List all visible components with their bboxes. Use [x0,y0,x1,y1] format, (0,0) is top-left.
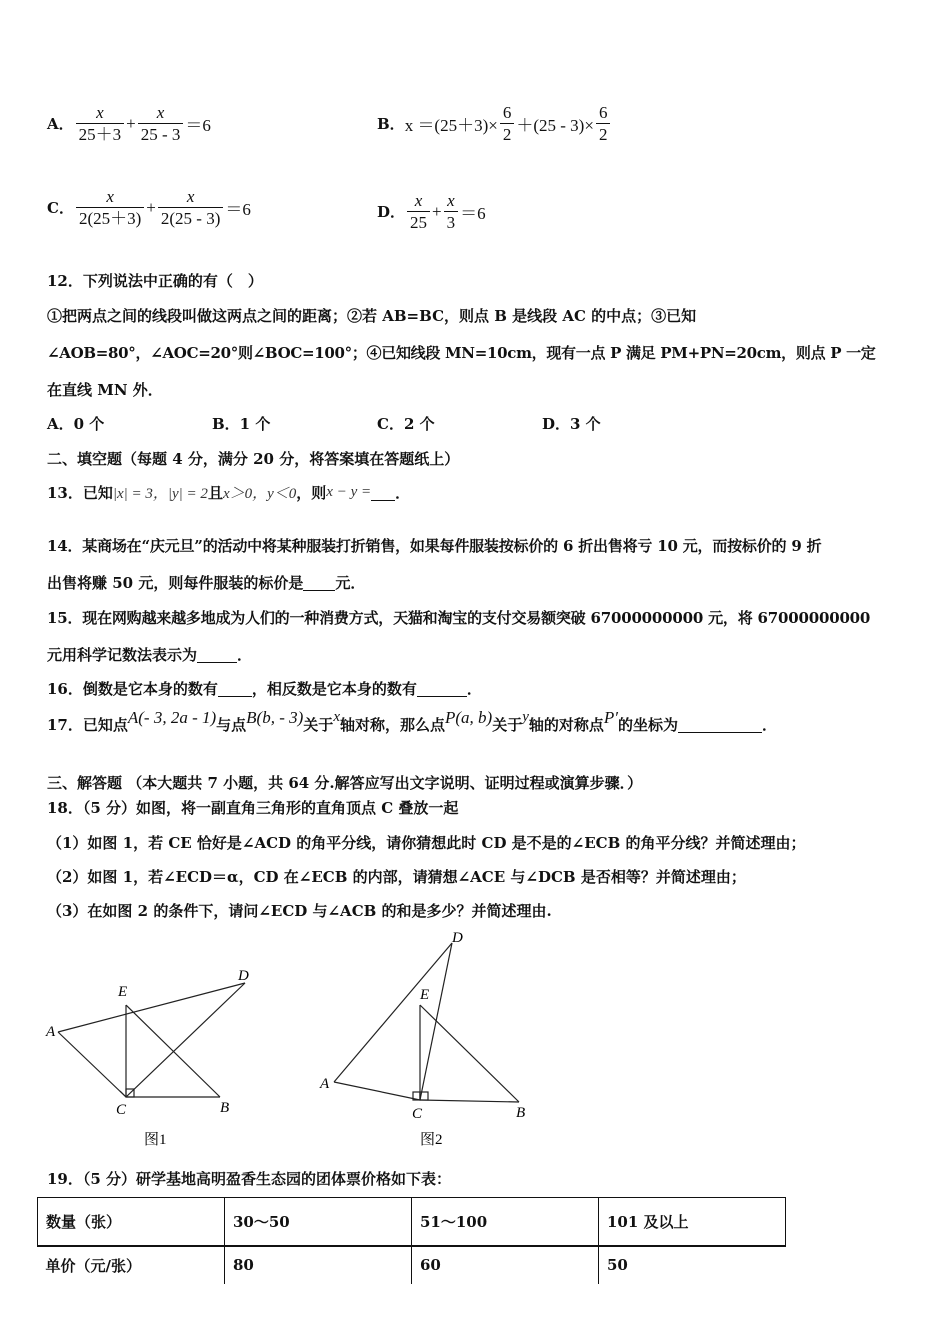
q17-about-y: 关于 [492,716,523,734]
figure-2-caption: 图2 [420,1132,443,1148]
fraction [138,102,184,145]
denominator: 25＋3 [78,125,122,144]
expression: x ＝(25＋3)× [404,116,498,135]
table-cell: 数量（张） [38,1198,225,1246]
q14-text: 出售将赚 50 元，则每件服装的标价是 [47,574,304,592]
q12-option-d[interactable]: D．3 个 [542,415,601,433]
q11-option-d[interactable] [377,190,486,233]
option-label: C． [47,199,74,217]
expression: ＋(25 - 3)× [516,116,594,135]
price-table [37,1197,786,1284]
q16-text-a: 16．倒数是它本身的数有 [47,680,218,698]
denominator: 2(25 - 3) [160,209,221,228]
answer-blank[interactable] [218,681,252,697]
denominator: 2 [502,125,512,144]
q17-tail: ． [762,716,778,734]
q13-condition-abs: |x| = 3，|y| = 2 [112,486,208,502]
figure-2 [312,925,542,1150]
option-label: A． [47,115,74,133]
table-cell: 101 及以上 [599,1198,786,1246]
segment-cd [126,983,245,1097]
q16-text-b: ，相反数是它本身的数有 [251,680,417,698]
q19-stem: 19．（5 分）研学基地高明盈香生态园的团体票价格如下表： [47,1170,452,1188]
label-e: E [420,987,430,1003]
q17-axis-sym2: 轴的对称点 [528,716,604,734]
fraction [76,186,144,229]
numerator: 6 [596,102,611,124]
denominator: 3 [446,213,456,232]
plus-sign: + [432,201,442,221]
label-c: C [116,1102,127,1118]
q17-coord: 的坐标为 [618,716,679,734]
q18-part2: （2）如图 1，若∠ECD＝α，CD 在∠ECB 的内部，请猜想∠ACE 与∠DCB 是否相等？并简述理由； [47,868,746,886]
right-angle-mark-tick [120,1091,126,1097]
q17-with: 与点 [216,716,247,734]
answer-blank[interactable] [678,717,762,733]
q12-stem: 12．下列说法中正确的有（ ） [47,272,263,290]
point-p: P(a, b) [445,707,493,727]
q18-part1: （1）如图 1，若 CE 恰好是∠ACD 的角平分线，请你猜想此时 CD 是不是的∠ECB 的角平分线？并简述理由； [47,834,806,852]
q12-line2: ∠AOB=80°，∠AOC=20°则∠BOC=100°；④已知线段 MN=10cm，现有一点 P 满足 PM+PN=20cm，则点 P 一定 [47,344,876,362]
q14-text-tail: 元． [335,574,366,592]
numerator: x [407,190,430,212]
denominator: 2(25＋3) [78,209,142,228]
numerator: x [138,102,184,124]
table-cell: 50 [599,1246,786,1284]
q13-tail: ． [395,484,411,502]
point-p-prime: P′ [603,707,619,727]
q17-about-x: 关于 [303,716,334,734]
option-label: D． [377,203,406,221]
q14-line1: 14．某商场在“庆元旦”的活动中将某种服装打折销售，如果每件服装按标价的 6 折出售将亏 10 元，而按标价的 9 折 [47,537,822,555]
q13-and: 且 [207,484,223,502]
table-cell: 单价（元/张） [38,1246,225,1284]
q11-option-b[interactable] [377,102,612,145]
segment-ad [334,943,452,1082]
q14-line2 [47,572,365,593]
segment-ac [334,1082,420,1100]
q13-then: ，则 [296,484,327,502]
q12-option-c[interactable]: C．2 个 [377,415,435,433]
q15-text-tail: ． [237,646,253,664]
segment-ac [58,1032,126,1097]
q17-prefix: 17．已知点 [47,716,128,734]
q11-option-c[interactable] [47,186,251,229]
q18-part3: （3）在如图 2 的条件下，请问∠ECD 与∠ACB 的和是多少？并简述理由. [47,902,552,920]
y-variable: y [522,709,529,725]
numerator: x [76,186,144,208]
q11-option-a[interactable] [47,102,211,145]
numerator: x [444,190,459,212]
q17 [47,707,778,735]
table-cell: 30～50 [225,1198,412,1246]
fraction [158,186,223,229]
q15-text: 元用科学记数法表示为 [47,646,198,664]
fraction [407,190,430,233]
answer-blank[interactable] [371,485,395,501]
table-row [38,1246,786,1284]
label-d: D [238,968,249,984]
answer-blank[interactable] [303,575,335,591]
label-a: A [320,1076,330,1092]
segment-eb [420,1005,519,1102]
numerator: x [158,186,223,208]
figure-1 [40,960,280,1150]
segment-cb [420,1100,519,1102]
numerator: 6 [500,102,515,124]
q16 [47,678,482,699]
plus-sign: + [126,113,136,133]
q12-option-b[interactable]: B．1 个 [212,415,271,433]
option-label: B． [377,115,405,133]
rhs: ＝6 [185,116,211,135]
denominator: 2 [598,125,608,144]
table-cell: 80 [225,1246,412,1284]
denominator: 25 [410,213,428,232]
fraction [500,102,515,145]
section-3-title: 三、解答题 （本大题共 7 小题，共 64 分.解答应写出文字说明、证明过程或演算步骤．） [47,774,643,792]
fraction [596,102,611,145]
q15-line1: 15．现在网购越来越多地成为人们的一种消费方式，天猫和淘宝的支付交易额突破 67000000000 元，将 67000000000 [47,609,871,627]
table-header-row [38,1198,786,1246]
q13 [47,482,410,503]
denominator: 25 - 3 [140,125,181,144]
q17-axis-sym: 轴对称，那么点 [339,716,445,734]
numerator: x [76,102,125,124]
rhs: ＝6 [460,204,486,223]
fraction [76,102,125,145]
label-a: A [46,1024,56,1040]
answer-blank[interactable] [197,647,237,663]
q18-stem: 18．（5 分）如图，将一副直角三角形的直角顶点 C 叠放一起 [47,799,459,817]
q13-expression: x − y = [326,484,372,500]
segment-ad [58,983,245,1032]
q16-text-c: ． [466,680,482,698]
q12-line1: ①把两点之间的线段叫做这两点之间的距离；②若 AB=BC，则点 B 是线段 AC 的中点；③已知 [47,307,697,325]
rhs: ＝6 [225,200,251,219]
fraction [444,190,459,233]
label-c: C [412,1106,423,1122]
q12-line3: 在直线 MN 外． [47,381,163,399]
section-2-title: 二、填空题（每题 4 分，满分 20 分，将答案填在答题纸上） [47,450,460,468]
answer-blank[interactable] [417,681,467,697]
label-e: E [118,984,128,1000]
point-b: B(b, - 3) [246,707,304,727]
q15-line2 [47,644,252,665]
table-cell: 51～100 [412,1198,599,1246]
q13-prefix: 13．已知 [47,484,113,502]
q12-option-a[interactable]: A．0 个 [47,415,105,433]
x-variable: x [333,709,340,725]
label-b: B [516,1105,526,1121]
label-b: B [220,1100,230,1116]
point-a: A(- 3, 2a - 1) [127,707,217,727]
table-cell: 60 [412,1246,599,1284]
label-d: D [452,930,463,946]
plus-sign: + [146,197,156,217]
figure-1-caption: 图1 [144,1132,167,1148]
q13-condition-sign: x＞0，y＜0 [222,486,297,502]
